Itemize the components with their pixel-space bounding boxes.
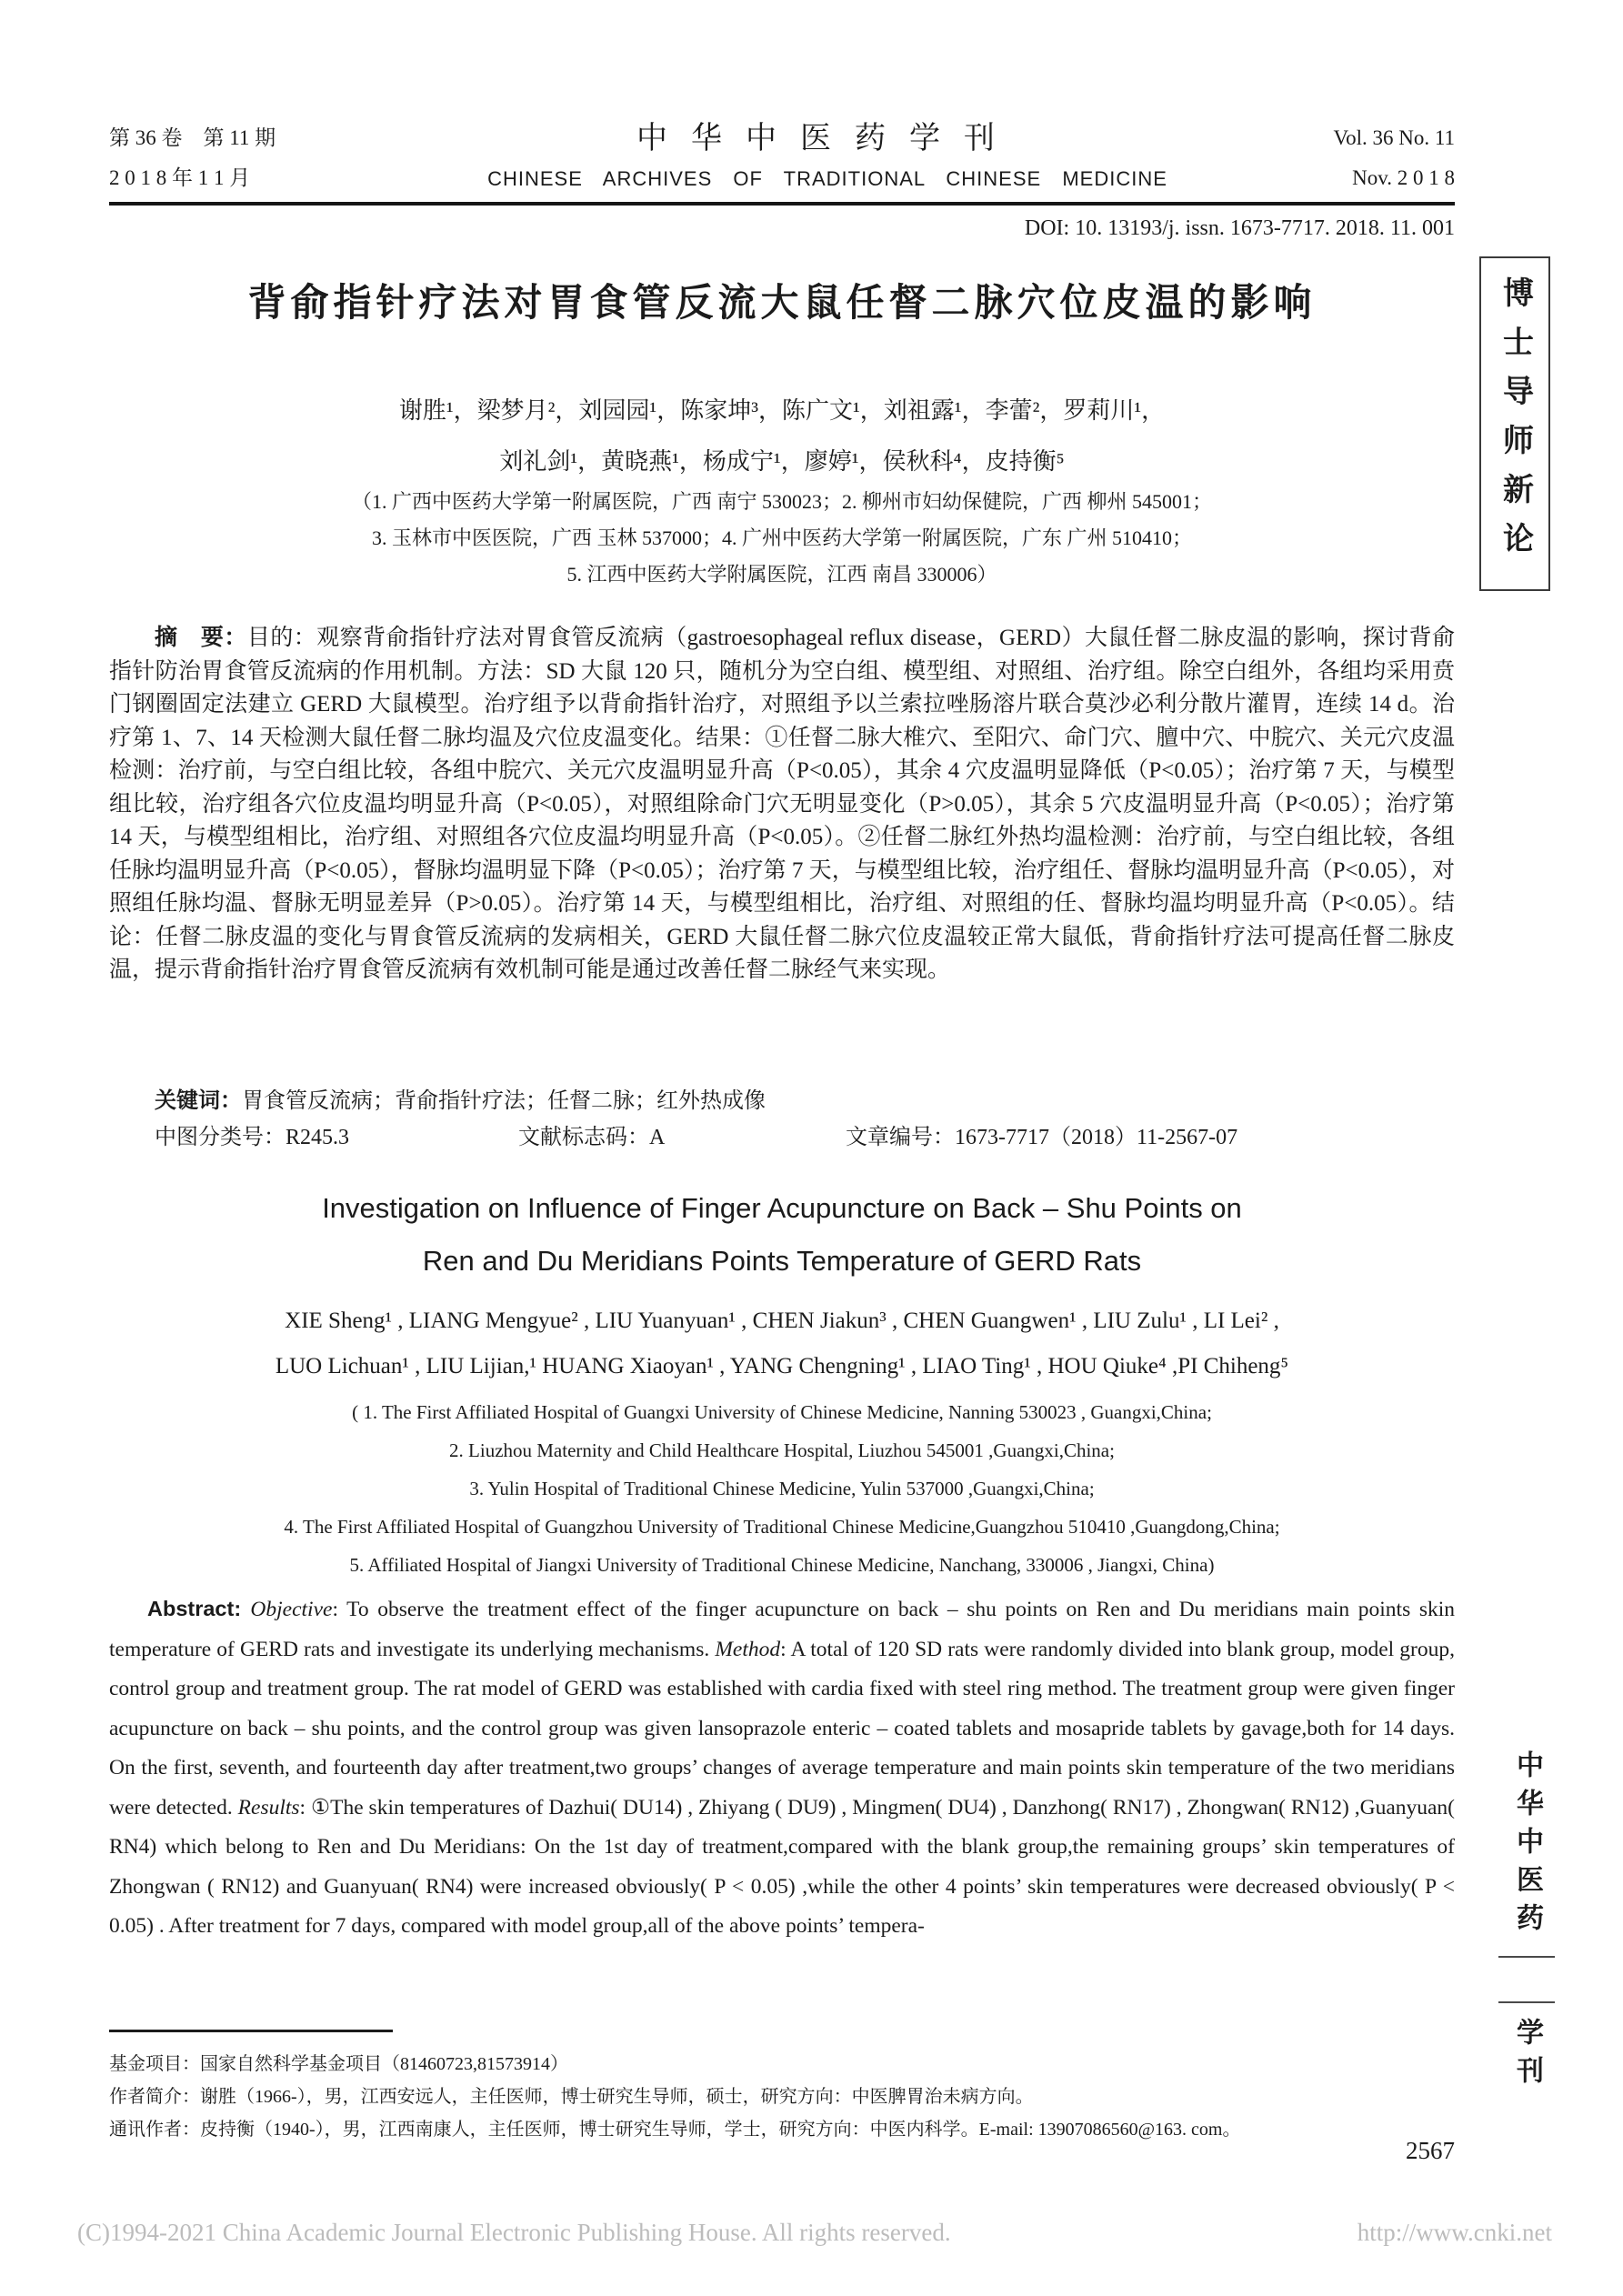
results-text: : ①The skin temperatures of Dazhui( DU14) , Zhiyang ( DU9) , Mingmen( DU4) , Danzhong( RN17) , Zhongwan( RN12) ,Guanyuan( RN4) which belong to Ren and Du Meridians: On the 1st day of treatment,compared with the blank group,the remaining groups’ skin temperatures of Zhongwan ( RN12) and Guanyuan( RN4) were increased obviously( P < 0.05) ,while the other 4 points’ skin temperatures were decreased obviously( P < 0.05) . After treatment for 7 days, compared with model group,all of the above points’ tempera- — [109, 1795, 1455, 1938]
abstract-cn-paragraph — [109, 622, 1455, 988]
affiliations-en — [109, 1393, 1455, 1584]
journal-header-left — [109, 118, 409, 198]
authors-cn-line2: 刘礼剑¹，黄晓燕¹，杨成宁¹，廖婷¹，侯秋科⁴，皮持衡⁵ — [499, 448, 1065, 475]
abstract-cn — [109, 622, 1455, 988]
affiliation-en-line3: 3. Yulin Hospital of Traditional Chinese Medicine, Yulin 537000 ,Guangxi,China; — [469, 1478, 1095, 1499]
abstract-cn-label: 摘 要： — [155, 626, 247, 650]
affiliation-en-line1: ( 1. The First Affiliated Hospital of Guangxi University of Chinese Medicine, Nanning 530023 , Guangxi,China; — [352, 1401, 1212, 1423]
authors-en-line2: LUO Lichuan¹ , LIU Lijian,¹ HUANG Xiaoyan¹ , YANG Chengning¹ , LIAO Ting¹ , HOU Qiuke⁴ ,PI Chiheng⁵ — [275, 1354, 1289, 1379]
journal-vertical-top: 中华中医药 — [1512, 1750, 1542, 1941]
title-en-line1: Investigation on Influence of Finger Acupuncture on Back – Shu Points on — [322, 1192, 1242, 1224]
authors-cn-line1: 谢胜¹，梁梦月²，刘园园¹，陈家坤³，陈广文¹，刘祖露¹，李蕾²，罗莉川¹， — [398, 397, 1166, 424]
journal-header-right — [1246, 118, 1455, 198]
copyright-text: (C)1994-2021 China Academic Journal Electronic Publishing House. All rights reserved. — [77, 2219, 951, 2246]
cnki-url: http://www.cnki.net — [1357, 2219, 1552, 2246]
keywords-text: 胃食管反流病；背俞指针疗法；任督二脉；红外热成像 — [242, 1089, 766, 1113]
method-text: : A total of 120 SD rats were randomly divided into blank group, model group, control group and treatment group. The rat model of GERD was established with cardia fixed with steel ring method. The treatment group were given finger acupuncture on back – shu points, and the control group was given lansoprazole enteric – coated tablets and mosapride tablets by gavage,both for 14 days. On the first, seventh, and fourteenth day after treatment,two groups’ changes of average temperature and main points skin temperature of the two meridians were detected. — [109, 1637, 1456, 1820]
abstract-cn-text: 目的：观察背俞指针疗法对胃食管反流病（gastroesophageal reflux disease，GERD）大鼠任督二脉皮温的影响，探讨背俞指针防治胃食管反流病的作用机制。方法：SD 大鼠 120 只，随机分为空白组、模型组、对照组、治疗组。除空白组外，各组均采用贲门钢圈固定法建立 GERD 大鼠模型。治疗组予以背俞指针治疗，对照组予以兰索拉唑肠溶片联合莫沙必利分散片灌胃，连续 14 d。治疗第 1、7、14 天检测大鼠任督二脉均温及穴位皮温变化。结果：①任督二脉大椎穴、至阳穴、命门穴、膻中穴、中脘穴、关元穴皮温检测：治疗前，与空白组比较，各组中脘穴、关元穴皮温明显升高（P<0.05），其余 4 穴皮温明显降低（P<0.05）；治疗第 7 天，与模型组比较，治疗组各穴位皮温均明显升高（P<0.05），对照组除命门穴无明显变化（P>0.05），其余 5 穴皮温明显升高（P<0.05）；治疗第 14 天，与模型组相比，治疗组、对照组各穴位皮温均明显升高（P<0.05）。②任督二脉红外热均温检测：治疗前，与空白组比较，各组任脉均温明显升高（P<0.05），督脉均温明显下降（P<0.05）；治疗第 7 天，与模型组比较，治疗组任、督脉均温明显升高（P<0.05），对照组任脉均温、督脉无明显差异（P>0.05）。治疗第 14 天，与模型组相比，治疗组、对照组的任、督脉均温均明显升高（P<0.05）。结论：任督二脉皮温的变化与胃食管反流病的发病相关，GERD 大鼠任督二脉穴位皮温较正常大鼠低，背俞指针疗法可提高任督二脉皮温，提示背俞指针治疗胃食管反流病有效机制可能是通过改善任督二脉经气来实现。 — [109, 626, 1455, 982]
date-cn: 2 0 1 8 年 1 1 月 — [109, 166, 251, 189]
objective-label: Objective — [250, 1598, 333, 1621]
journal-vertical-bottom: 学刊 — [1512, 2018, 1542, 2094]
paper-title-en — [109, 1182, 1455, 1288]
date-en: Nov. 2 0 1 8 — [1352, 166, 1455, 189]
authors-en-line1: XIE Sheng¹ , LIANG Mengyue² , LIU Yuanyuan¹ , CHEN Jiakun³ , CHEN Guangwen¹ , LIU Zulu¹ , LI Lei² , — [285, 1308, 1279, 1333]
journal-vertical-mark — [1494, 1750, 1559, 2094]
affiliations-cn — [109, 484, 1455, 593]
clc-number: 中图分类号：R245.3 — [155, 1126, 350, 1149]
abstract-en — [109, 1589, 1455, 1947]
classification-line — [109, 1118, 1455, 1150]
footnote-corresponding-author: 通讯作者：皮持衡（1940-），男，江西南康人，主任医师，博士研究生导师，学士，研究方向：中医内科学。E-mail: 13907086560@163. com。 — [109, 2120, 1241, 2140]
article-id: 文章编号：1673-7717（2018）11-2567-07 — [846, 1126, 1238, 1149]
footnote-divider — [109, 2030, 393, 2032]
vertical-divider-2 — [1498, 2001, 1555, 2003]
affiliation-en-line4: 4. The First Affiliated Hospital of Guangzhou University of Traditional Chinese Medicine,Guangzhou 510410 ,Guangdong,China; — [284, 1516, 1280, 1538]
affiliation-cn-line3: 5. 江西中医药大学附属医院，江西 南昌 330006） — [566, 563, 997, 586]
column-label-vertical: 博士导师新论 — [1498, 276, 1532, 571]
results-label: Results — [237, 1795, 300, 1820]
volume-en: Vol. 36 No. 11 — [1333, 126, 1455, 149]
journal-header — [109, 118, 1455, 198]
header-rule — [109, 202, 1455, 206]
method-label: Method — [715, 1637, 781, 1661]
column-label-box — [1479, 256, 1550, 591]
title-en-line2: Ren and Du Meridians Points Temperature of GERD Rats — [422, 1245, 1142, 1277]
vertical-divider-1 — [1498, 1956, 1555, 1958]
issue-cn: 第 36 卷 第 11 期 — [109, 126, 276, 149]
page-number: 2567 — [1406, 2137, 1455, 2164]
authors-cn — [109, 386, 1455, 487]
abstract-en-paragraph — [109, 1589, 1455, 1947]
paper-title-cn: 背俞指针疗法对胃食管反流大鼠任督二脉穴位皮温的影响 — [247, 283, 1317, 325]
keywords-label: 关键词： — [155, 1089, 242, 1113]
journal-name-en: CHINESE ARCHIVES OF TRADITIONAL CHINESE MEDICINE — [487, 167, 1167, 190]
authors-en — [109, 1298, 1455, 1389]
footnote-funding: 基金项目：国家自然科学基金项目（81460723,81573914） — [109, 2054, 568, 2074]
copyright-footer — [77, 2219, 1552, 2247]
objective-text: : To observe the treatment effect of the finger acupuncture on back – shu points on Ren and Du meridians main points skin temperature of GERD rats and investigate its underlying mechanisms. — [109, 1598, 1455, 1661]
footnotes — [109, 2048, 1455, 2146]
affiliation-en-line2: 2. Liuzhou Maternity and Child Healthcare Hospital, Liuzhou 545001 ,Guangxi,China; — [449, 1439, 1115, 1461]
journal-name-cn: 中华中医药学刊 — [636, 122, 1018, 155]
keywords-line — [109, 1082, 1455, 1114]
journal-header-center — [409, 118, 1246, 198]
abstract-en-label: Abstract: — [147, 1597, 251, 1620]
footnote-author-bio: 作者简介：谢胜（1966-），男，江西安远人，主任医师，博士研究生导师，硕士，研究方向：中医脾胃治未病方向。 — [109, 2087, 1034, 2107]
affiliation-cn-line2: 3. 玉林市中医医院，广西 玉林 537000；4. 广州中医药大学第一附属医院，广东 广州 510410； — [371, 526, 1192, 549]
doi-line: DOI: 10. 13193/j. issn. 1673-7717. 2018. 11. 001 — [1024, 216, 1455, 240]
affiliation-en-line5: 5. Affiliated Hospital of Jiangxi University of Traditional Chinese Medicine, Nanchang, 330006 , Jiangxi, China) — [349, 1554, 1215, 1576]
document-code: 文献标志码：A — [518, 1126, 666, 1149]
affiliation-cn-line1: （1. 广西中医药大学第一附属医院，广西 南宁 530023；2. 柳州市妇幼保健院，广西 柳州 545001； — [351, 490, 1212, 513]
